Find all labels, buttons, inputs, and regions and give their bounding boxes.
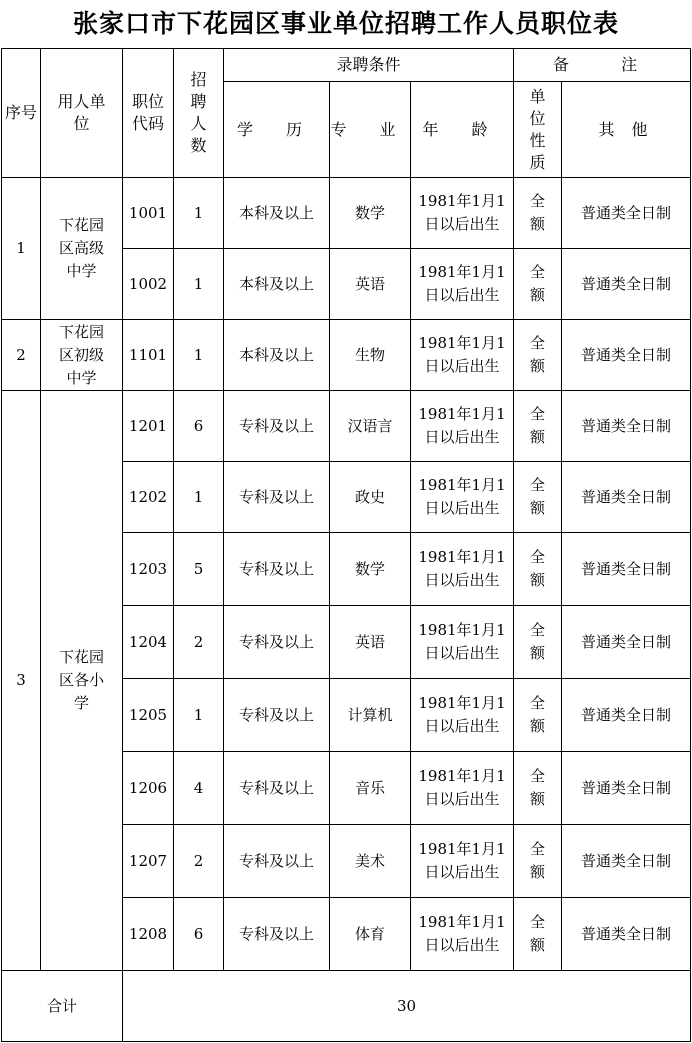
major: 政史 xyxy=(330,462,411,533)
unit-nature: 全额 xyxy=(514,320,562,391)
position-code: 1101 xyxy=(123,320,174,391)
header-remarks: 备 注 xyxy=(514,49,691,82)
other-remark: 普通类全日制 xyxy=(562,752,691,825)
education: 专科及以上 xyxy=(224,606,330,679)
hire-count: 1 xyxy=(174,462,224,533)
header-other: 其 他 xyxy=(562,82,691,178)
age-requirement: 1981年1月1日以后出生 xyxy=(411,462,514,533)
page-title: 张家口市下花园区事业单位招聘工作人员职位表 xyxy=(72,9,619,38)
group-seq: 3 xyxy=(2,391,41,971)
other-remark: 普通类全日制 xyxy=(562,533,691,606)
position-code: 1002 xyxy=(123,249,174,320)
education: 专科及以上 xyxy=(224,533,330,606)
major: 体育 xyxy=(330,898,411,971)
age-requirement: 1981年1月1日以后出生 xyxy=(411,898,514,971)
age-requirement: 1981年1月1日以后出生 xyxy=(411,178,514,249)
table-row xyxy=(2,178,691,249)
header-edu: 学 历 xyxy=(224,82,330,178)
other-remark: 普通类全日制 xyxy=(562,898,691,971)
hire-count: 2 xyxy=(174,825,224,898)
total-value: 30 xyxy=(123,971,691,1042)
position-code: 1207 xyxy=(123,825,174,898)
other-remark: 普通类全日制 xyxy=(562,462,691,533)
group-unit: 下花园区各小学 xyxy=(41,391,123,971)
header-conditions: 录聘条件 xyxy=(224,49,514,82)
other-remark: 普通类全日制 xyxy=(562,825,691,898)
header-unit: 用人单位 xyxy=(41,49,123,178)
position-code: 1205 xyxy=(123,679,174,752)
position-code: 1206 xyxy=(123,752,174,825)
age-requirement: 1981年1月1日以后出生 xyxy=(411,606,514,679)
hire-count: 2 xyxy=(174,606,224,679)
major: 音乐 xyxy=(330,752,411,825)
education: 本科及以上 xyxy=(224,249,330,320)
age-requirement: 1981年1月1日以后出生 xyxy=(411,752,514,825)
header-seq: 序号 xyxy=(2,49,41,178)
hire-count: 1 xyxy=(174,679,224,752)
hire-count: 5 xyxy=(174,533,224,606)
header-nature: 单位性质 xyxy=(514,82,562,178)
education: 本科及以上 xyxy=(224,178,330,249)
education: 专科及以上 xyxy=(224,391,330,462)
unit-nature: 全额 xyxy=(514,606,562,679)
unit-nature: 全额 xyxy=(514,898,562,971)
other-remark: 普通类全日制 xyxy=(562,320,691,391)
age-requirement: 1981年1月1日以后出生 xyxy=(411,533,514,606)
header-age: 年 龄 xyxy=(411,82,514,178)
position-code: 1203 xyxy=(123,533,174,606)
header-code: 职位代码 xyxy=(123,49,174,178)
group-unit: 下花园区高级中学 xyxy=(41,178,123,320)
major: 美术 xyxy=(330,825,411,898)
position-code: 1202 xyxy=(123,462,174,533)
major: 英语 xyxy=(330,606,411,679)
education: 专科及以上 xyxy=(224,462,330,533)
unit-nature: 全额 xyxy=(514,752,562,825)
other-remark: 普通类全日制 xyxy=(562,606,691,679)
hire-count: 1 xyxy=(174,320,224,391)
group-unit: 下花园区初级中学 xyxy=(41,320,123,391)
education: 专科及以上 xyxy=(224,679,330,752)
education: 专科及以上 xyxy=(224,825,330,898)
education: 专科及以上 xyxy=(224,752,330,825)
position-code: 1001 xyxy=(123,178,174,249)
unit-nature: 全额 xyxy=(514,462,562,533)
major: 汉语言 xyxy=(330,391,411,462)
hire-count: 1 xyxy=(174,249,224,320)
hire-count: 4 xyxy=(174,752,224,825)
age-requirement: 1981年1月1日以后出生 xyxy=(411,320,514,391)
other-remark: 普通类全日制 xyxy=(562,178,691,249)
unit-nature: 全额 xyxy=(514,178,562,249)
group-seq: 1 xyxy=(2,178,41,320)
major: 生物 xyxy=(330,320,411,391)
hire-count: 6 xyxy=(174,898,224,971)
other-remark: 普通类全日制 xyxy=(562,391,691,462)
position-code: 1204 xyxy=(123,606,174,679)
major: 数学 xyxy=(330,178,411,249)
table-row xyxy=(2,320,691,391)
group-seq: 2 xyxy=(2,320,41,391)
age-requirement: 1981年1月1日以后出生 xyxy=(411,825,514,898)
age-requirement: 1981年1月1日以后出生 xyxy=(411,679,514,752)
education: 本科及以上 xyxy=(224,320,330,391)
unit-nature: 全额 xyxy=(514,391,562,462)
unit-nature: 全额 xyxy=(514,533,562,606)
hire-count: 1 xyxy=(174,178,224,249)
major: 计算机 xyxy=(330,679,411,752)
hire-count: 6 xyxy=(174,391,224,462)
position-code: 1208 xyxy=(123,898,174,971)
major: 数学 xyxy=(330,533,411,606)
unit-nature: 全额 xyxy=(514,249,562,320)
age-requirement: 1981年1月1日以后出生 xyxy=(411,249,514,320)
major: 英语 xyxy=(330,249,411,320)
unit-nature: 全额 xyxy=(514,679,562,752)
age-requirement: 1981年1月1日以后出生 xyxy=(411,391,514,462)
position-code: 1201 xyxy=(123,391,174,462)
table-row xyxy=(2,391,691,462)
other-remark: 普通类全日制 xyxy=(562,249,691,320)
header-count: 招聘人数 xyxy=(174,49,224,178)
unit-nature: 全额 xyxy=(514,825,562,898)
other-remark: 普通类全日制 xyxy=(562,679,691,752)
total-label: 合计 xyxy=(2,971,123,1042)
header-major: 专 业 xyxy=(330,82,411,178)
positions-table xyxy=(1,48,691,1042)
education: 专科及以上 xyxy=(224,898,330,971)
